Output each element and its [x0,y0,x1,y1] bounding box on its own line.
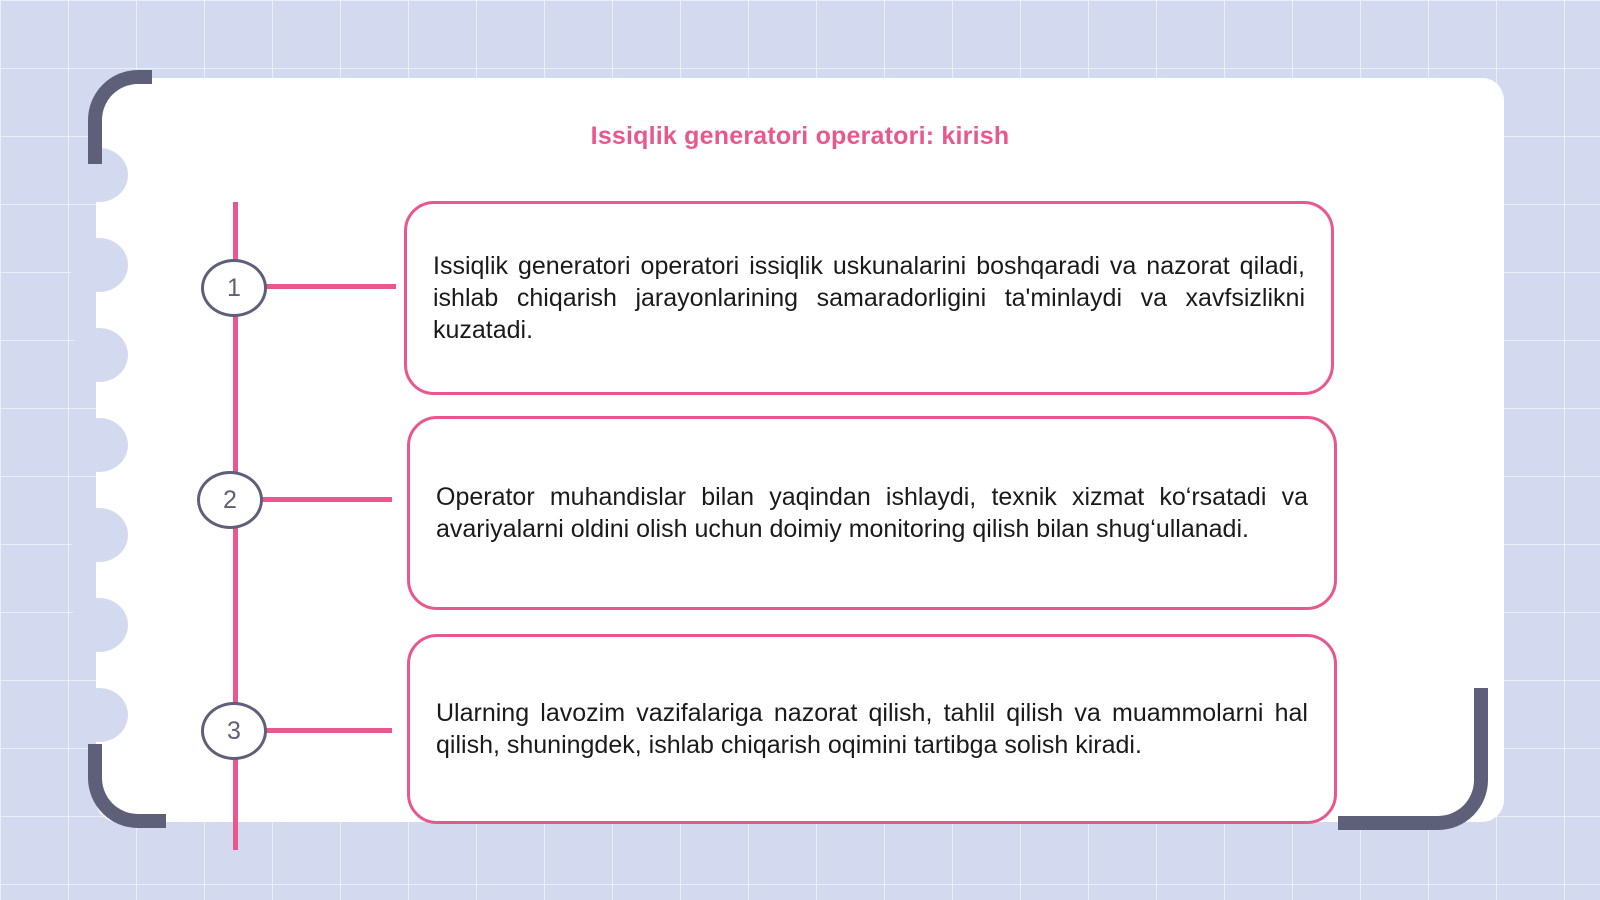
step-2-box [407,416,1337,610]
scallop-7 [70,688,128,742]
corner-bracket-bottom-right [1338,688,1488,830]
scallop-2 [70,238,128,292]
scallop-6 [70,598,128,652]
step-1-connector [266,284,396,289]
step-3-text: Ularning lavozim vazifalariga nazorat qilish, tahlil qilish va muammolarni hal qilish, shuningdek, ishlab chiqarish oqimini tartibga solish kiradi. [436,699,1308,759]
step-3-box [407,634,1337,824]
step-2-text: Operator muhandislar bilan yaqindan ishlaydi, texnik xizmat ko‘rsatadi va avariyalarni oldini olish uchun doimiy monitoring qilish bilan shug‘ullanadi. [436,483,1308,543]
scallop-4 [70,418,128,472]
step-2-connector [262,497,392,502]
scallop-3 [70,328,128,382]
step-1-text: Issiqlik generatori operatori issiqlik uskunalarini boshqaradi va nazorat qiladi, ishlab chiqarish jarayonlarining samaradorligini ta'minlaydi va xavfsizlikni kuzatadi. [433,252,1305,344]
step-2-number: 2 [197,471,263,529]
step-1-number: 1 [201,259,267,317]
step-3-number: 3 [201,702,267,760]
step-1-box [404,201,1334,395]
step-3-connector [266,728,392,733]
corner-bracket-bottom-left [88,744,166,828]
slide-title: Issiqlik generatori operatori: kirish [590,122,1010,150]
scallop-5 [70,508,128,562]
